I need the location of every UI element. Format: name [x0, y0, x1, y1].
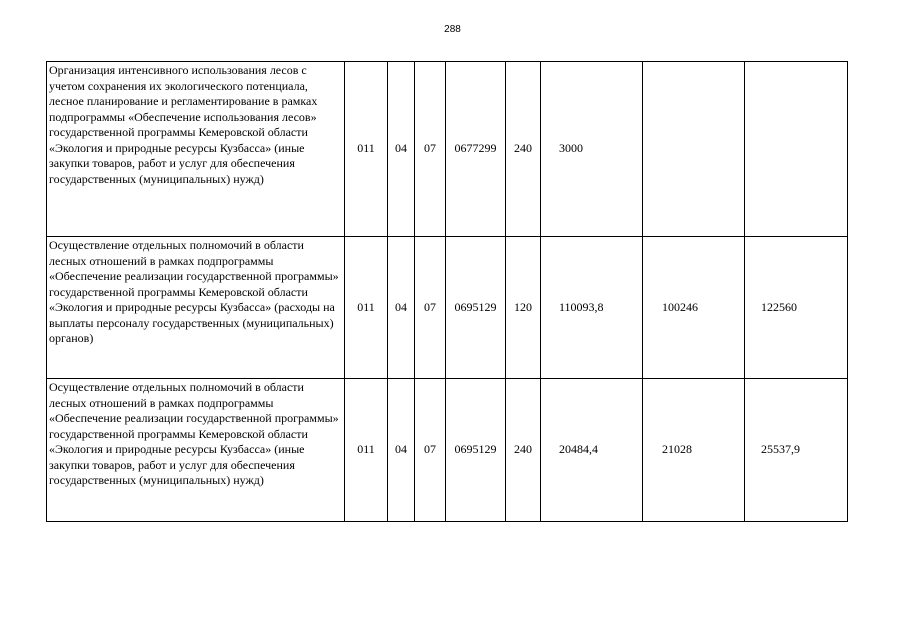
page-number: 288 [444, 24, 461, 35]
section-code: 04 [388, 379, 415, 522]
amount-year-1: 110093,8 [541, 237, 643, 379]
row-description: Осуществление отдельных полномочий в области лесных отношений в рамках подпрограммы «Обеспечение реализации государственной программы» государственной программы Кемеровской области «Экология и природные ресурсы Кузбасса» (расходы на выплаты персоналу государственных (муниципальных) органов) [47, 237, 345, 379]
budget-table [46, 61, 848, 522]
amount-year-2: 100246 [643, 237, 745, 379]
subsection-code: 07 [415, 237, 446, 379]
target-article-code: 0695129 [446, 237, 506, 379]
amount-year-3: 25537,9 [745, 379, 848, 522]
target-article-code: 0695129 [446, 379, 506, 522]
ministry-code: 011 [345, 379, 388, 522]
amount-year-1: 3000 [541, 62, 643, 237]
expense-type-code: 120 [506, 237, 541, 379]
row-description: Организация интенсивного использования лесов с учетом сохранения их экологического потенциала, лесное планирование и регламентирование в рамках подпрограммы «Обеспечение использования лесов» государственной программы Кемеровской области «Экология и природные ресурсы Кузбасса» (иные закупки товаров, работ и услуг для обеспечения государственных (муниципальных) нужд) [47, 62, 345, 237]
section-code: 04 [388, 62, 415, 237]
amount-year-3: 122560 [745, 237, 848, 379]
amount-year-2: 21028 [643, 379, 745, 522]
subsection-code: 07 [415, 62, 446, 237]
table-row [47, 62, 848, 237]
table-row [47, 237, 848, 379]
amount-year-2 [643, 62, 745, 237]
expense-type-code: 240 [506, 62, 541, 237]
ministry-code: 011 [345, 237, 388, 379]
target-article-code: 0677299 [446, 62, 506, 237]
expense-type-code: 240 [506, 379, 541, 522]
row-description: Осуществление отдельных полномочий в области лесных отношений в рамках подпрограммы «Обеспечение реализации государственной программы» государственной программы Кемеровской области «Экология и природные ресурсы Кузбасса» (иные закупки товаров, работ и услуг для обеспечения государственных (муниципальных) нужд) [47, 379, 345, 522]
amount-year-3 [745, 62, 848, 237]
amount-year-1: 20484,4 [541, 379, 643, 522]
table-row [47, 379, 848, 522]
ministry-code: 011 [345, 62, 388, 237]
subsection-code: 07 [415, 379, 446, 522]
section-code: 04 [388, 237, 415, 379]
